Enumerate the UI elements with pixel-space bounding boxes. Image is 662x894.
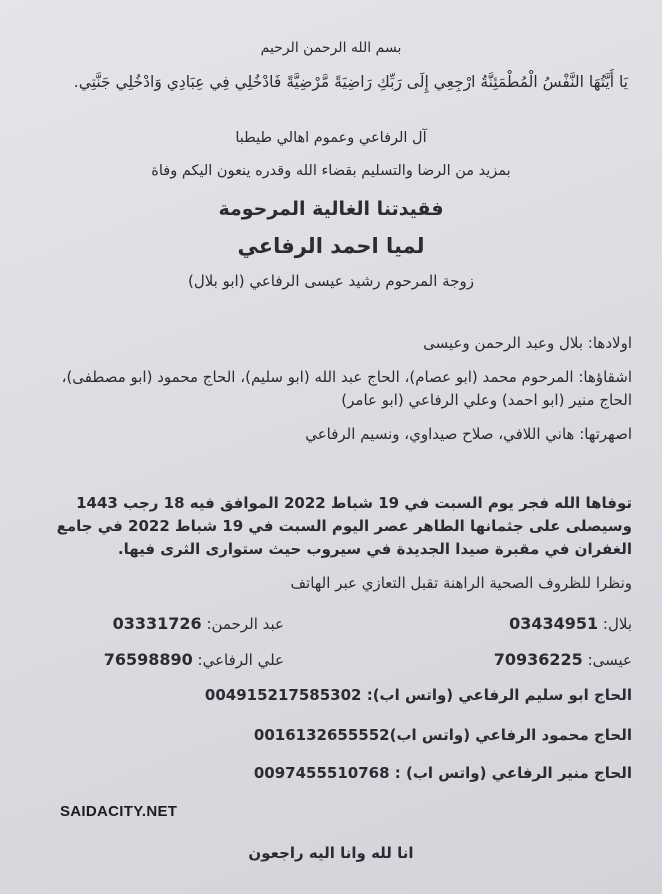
closing-line: انا لله وانا اليه راجعون — [248, 844, 414, 862]
phone-number: 03434951 — [509, 614, 599, 633]
condolences-line: ونظرا للظروف الصحية الراهنة تقبل التعازي عبر الهاتف — [290, 574, 632, 592]
funeral-details: توفاها الله فجر يوم السبت في 19 شباط 2022 الموافق فيه 18 رجب 1443 وسيصلى على جثمانها الطاهر عصر اليوم السبت في 19 شباط 2022 في جامع الغفران في مقبرة صيدا الجديدة في سيروب حيث ستوارى الثرى فيها. — [56, 494, 632, 558]
phone-number: 03331726 — [112, 614, 202, 633]
phone-abu-salim: الحاج ابو سليم الرفاعي (واتس اب): 004915217585302 — [204, 686, 632, 704]
phone-ali — [104, 650, 284, 669]
quran-verse: يَا أَيَّتُهَا النَّفْسُ الْمُطْمَئِنَّةُ ارْجِعِي إِلَى رَبِّكِ رَاضِيَةً مَّرْضِيَّةً فَادْخُلِي فِي عِبَادِي وَادْخُلِي جَنَّتِي. — [73, 73, 628, 91]
phone-mahmoud: الحاج محمود الرفاعي (واتس اب)0016132655552 — [253, 726, 632, 744]
deceased-name: لميا احمد الرفاعي — [237, 234, 425, 258]
phone-number: 70936225 — [493, 650, 583, 669]
phone-number: 76598890 — [103, 650, 193, 669]
phone-issa — [494, 650, 632, 669]
children-line: اولادها: بلال وعبد الرحمن وعيسى — [423, 334, 632, 352]
watermark: SAIDACITY.NET — [60, 803, 178, 820]
phone-mounir: الحاج منير الرفاعي (واتس اب) : 0097455510768 — [253, 764, 632, 782]
families-line: آل الرفاعي وعموم اهالي طيطبا — [235, 130, 427, 146]
in-laws-line: اصهرتها: هاني اللافي، صلاح صيداوي، ونسيم الرفاعي — [305, 425, 632, 443]
title-line: فقيدتنا الغالية المرحومة — [218, 198, 444, 220]
brothers-line: اشقاؤها: المرحوم محمد (ابو عصام)، الحاج عبد الله (ابو سليم)، الحاج محمود (ابو مصطفى)، الحاج منير (ابو احمد) وعلي الرفاعي (ابو عامر) — [61, 368, 632, 409]
phone-label: بلال: — [602, 615, 632, 633]
announcement-line: بمزيد من الرضا والتسليم بقضاء الله وقدره ينعون اليكم وفاة — [151, 163, 511, 179]
phone-label: عبد الرحمن: — [206, 615, 284, 633]
phone-label: علي الرفاعي: — [197, 651, 284, 669]
phone-abdulrahman — [113, 614, 284, 633]
phone-label: عيسى: — [587, 651, 632, 669]
basmala: بسم الله الرحمن الرحيم — [260, 40, 402, 56]
phone-bilal — [509, 614, 632, 633]
spouse-line: زوجة المرحوم رشيد عيسى الرفاعي (ابو بلال) — [187, 272, 474, 290]
